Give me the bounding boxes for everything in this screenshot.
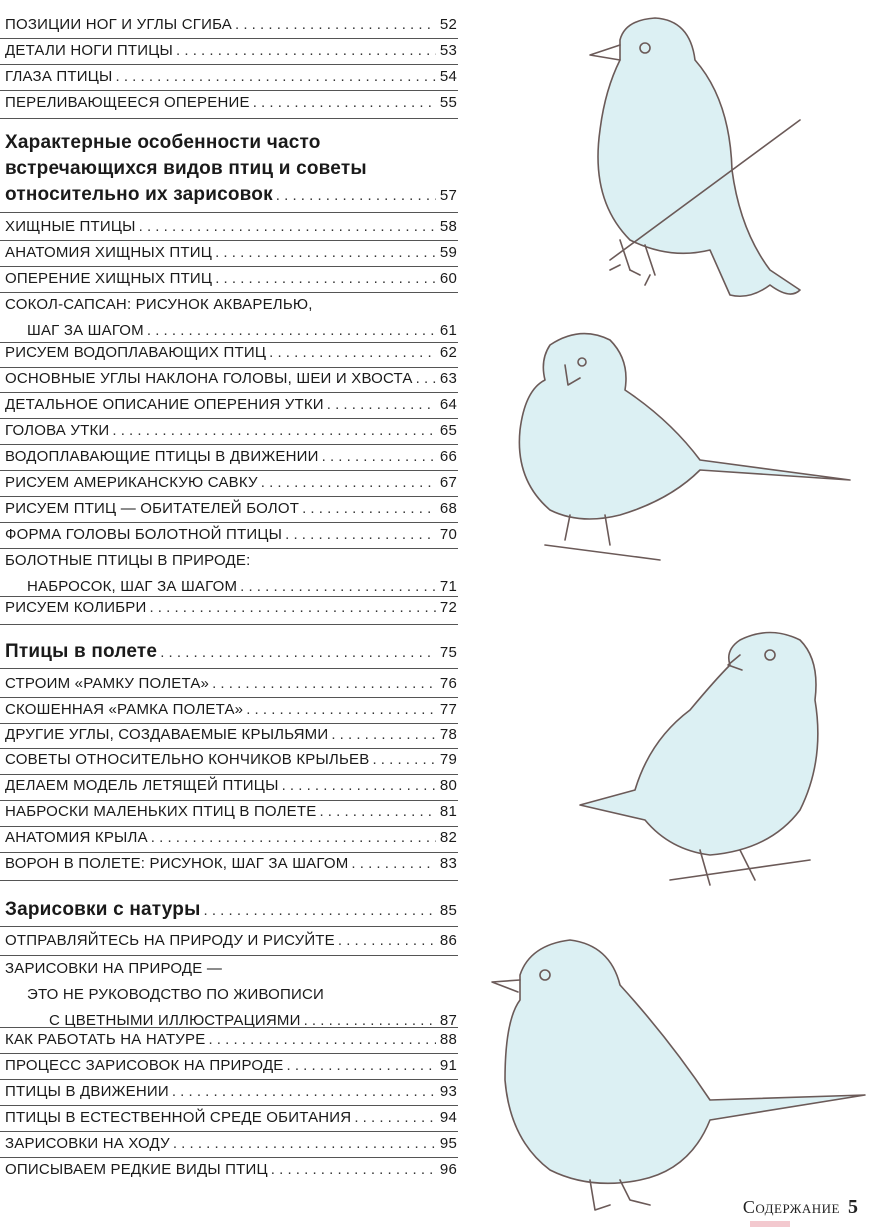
section-page: 57 [439, 187, 457, 204]
leader-dots [372, 747, 435, 773]
toc-entry[interactable] [5, 1105, 457, 1131]
leader-dots [354, 1105, 436, 1131]
toc-entry-page: 54 [439, 68, 457, 85]
toc-entry[interactable] [5, 418, 457, 444]
toc-entry-page: 63 [439, 370, 457, 387]
section-page: 75 [439, 644, 457, 661]
toc-entry-label: ДРУГИЕ УГЛЫ, СОЗДАВАЕМЫЕ КРЫЛЬЯМИ [5, 726, 329, 743]
toc-entry-label: РИСУЕМ ПТИЦ — ОБИТАТЕЛЕЙ БОЛОТ [5, 500, 300, 517]
leader-dots [261, 470, 436, 496]
bird-sketch-2 [519, 334, 850, 560]
toc-entry-label-continued: ЭТО НЕ РУКОВОДСТВО ПО ЖИВОПИСИ [27, 986, 324, 1003]
toc-entry-label: ДЕЛАЕМ МОДЕЛЬ ЛЕТЯЩЕЙ ПТИЦЫ [5, 777, 279, 794]
toc-entry[interactable] [5, 928, 457, 954]
leader-dots [215, 266, 436, 292]
section-title: Птицы в полете [5, 641, 158, 662]
toc-entry[interactable] [5, 548, 457, 600]
toc-entry[interactable] [5, 773, 457, 799]
toc-entry[interactable] [5, 1027, 457, 1053]
toc-entry[interactable] [5, 240, 457, 266]
divider [0, 926, 458, 927]
leader-dots [212, 671, 436, 697]
toc-entry[interactable] [5, 366, 457, 392]
leader-dots [176, 38, 436, 64]
leader-dots [282, 773, 436, 799]
toc-entry-label: АНАТОМИЯ КРЫЛА [5, 829, 148, 846]
divider [0, 212, 458, 213]
toc-entry[interactable] [5, 266, 457, 292]
leader-dots [319, 799, 435, 825]
leader-dots [235, 12, 436, 38]
toc-entry[interactable] [5, 38, 457, 64]
toc-entry[interactable] [5, 956, 457, 1034]
toc-entry-label: ДЕТАЛИ НОГИ ПТИЦЫ [5, 42, 174, 59]
toc-entry-label: ОПЕРЕНИЕ ХИЩНЫХ ПТИЦ [5, 270, 213, 287]
leader-dots [271, 1157, 436, 1183]
toc-entry[interactable] [5, 340, 457, 366]
leader-dots [338, 928, 436, 954]
leader-dots [160, 640, 436, 666]
toc-entry[interactable] [5, 90, 457, 116]
section-heading[interactable] [5, 897, 457, 923]
toc-entry[interactable] [5, 392, 457, 418]
leader-dots [139, 214, 436, 240]
footer-color-bar [750, 1221, 790, 1227]
toc-entry-label: ПРОЦЕСС ЗАРИСОВОК НА ПРИРОДЕ [5, 1057, 284, 1074]
toc-entry[interactable] [5, 64, 457, 90]
leader-dots [287, 1053, 436, 1079]
toc-entry-page: 78 [439, 726, 457, 743]
section-heading[interactable] [5, 639, 457, 665]
toc-entry-page: 52 [439, 16, 457, 33]
leader-dots [204, 898, 436, 924]
leader-dots [112, 418, 436, 444]
toc-entry[interactable] [5, 825, 457, 851]
leader-dots [269, 340, 436, 366]
toc-entry-label: СТРОИМ «РАМКУ ПОЛЕТА» [5, 675, 210, 692]
leader-dots [173, 1131, 436, 1157]
toc-entry[interactable] [5, 12, 457, 38]
toc-entry-page: 96 [439, 1161, 457, 1178]
bird-sketch-4 [492, 940, 865, 1210]
toc-entry-page: 77 [439, 701, 457, 718]
toc-entry-label: ДЕТАЛЬНОЕ ОПИСАНИЕ ОПЕРЕНИЯ УТКИ [5, 396, 324, 413]
section-title-line: встречающихся видов птиц и советы [5, 158, 367, 179]
divider [0, 118, 458, 119]
toc-entry-page: 60 [439, 270, 457, 287]
toc-entry-page: 79 [439, 751, 457, 768]
leader-dots [331, 722, 436, 748]
bird-sketch-3 [580, 633, 818, 886]
toc-entry-label-continued: С ЦВЕТНЫМИ ИЛЛЮСТРАЦИЯМИ [49, 1012, 301, 1029]
toc-entry-label: БОЛОТНЫЕ ПТИЦЫ В ПРИРОДЕ: [5, 552, 251, 569]
toc-entry-label: ЗАРИСОВКИ НА ПРИРОДЕ — [5, 960, 223, 977]
toc-entry-label: ВОРОН В ПОЛЕТЕ: РИСУНОК, ШАГ ЗА ШАГОМ [5, 855, 349, 872]
toc-entry-page: 64 [439, 396, 457, 413]
toc-entry-page: 53 [439, 42, 457, 59]
toc-entry-page: 80 [439, 777, 457, 794]
leader-dots [351, 851, 435, 877]
toc-entry-label: ПОЗИЦИИ НОГ И УГЛЫ СГИБА [5, 16, 233, 33]
toc-entry-label: ПЕРЕЛИВАЮЩЕЕСЯ ОПЕРЕНИЕ [5, 94, 250, 111]
leader-dots [253, 90, 436, 116]
toc-entry-label: ФОРМА ГОЛОВЫ БОЛОТНОЙ ПТИЦЫ [5, 526, 283, 543]
toc-entry-label: АНАТОМИЯ ХИЩНЫХ ПТИЦ [5, 244, 213, 261]
toc-entry[interactable] [5, 1053, 457, 1079]
toc-entry-label: ПТИЦЫ В ЕСТЕСТВЕННОЙ СРЕДЕ ОБИТАНИЯ [5, 1109, 352, 1126]
toc-entry-label: НАБРОСКИ МАЛЕНЬКИХ ПТИЦ В ПОЛЕТЕ [5, 803, 317, 820]
section-title-line: Характерные особенности часто [5, 132, 321, 153]
section-page: 85 [439, 902, 457, 919]
toc-entry-page: 72 [439, 599, 457, 616]
toc-entry[interactable] [5, 470, 457, 496]
toc-entry-label: СОКОЛ-САПСАН: РИСУНОК АКВАРЕЛЬЮ, [5, 296, 313, 313]
toc-entry[interactable] [5, 1079, 457, 1105]
toc-entry[interactable] [5, 595, 457, 621]
toc-entry-page: 62 [439, 344, 457, 361]
toc-entry-page: 83 [439, 855, 457, 872]
toc-entry-page: 76 [439, 675, 457, 692]
toc-entry-page: 70 [439, 526, 457, 543]
toc-entry-label: СОВЕТЫ ОТНОСИТЕЛЬНО КОНЧИКОВ КРЫЛЬЕВ [5, 751, 370, 768]
toc-entry-label: ПТИЦЫ В ДВИЖЕНИИ [5, 1083, 169, 1100]
toc-entry-page: 95 [439, 1135, 457, 1152]
leader-dots [327, 392, 436, 418]
leader-dots [322, 444, 436, 470]
leader-dots [285, 522, 436, 548]
divider [0, 668, 458, 669]
toc-entry-label: КАК РАБОТАТЬ НА НАТУРЕ [5, 1031, 206, 1048]
toc-entry-page: 58 [439, 218, 457, 235]
toc-entry-label: ХИЩНЫЕ ПТИЦЫ [5, 218, 136, 235]
toc-entry[interactable] [5, 1131, 457, 1157]
toc-entry[interactable] [5, 1157, 457, 1183]
leader-dots [276, 183, 436, 209]
leader-dots [302, 496, 436, 522]
toc-entry[interactable] [5, 851, 457, 877]
toc-entry-page: 88 [439, 1031, 457, 1048]
toc-entry-label-continued: ШАГ ЗА ШАГОМ [27, 322, 144, 339]
toc-entry[interactable] [5, 444, 457, 470]
toc-entry-label: СКОШЕННАЯ «РАМКА ПОЛЕТА» [5, 701, 244, 718]
leader-dots [149, 595, 435, 621]
toc-entry-page: 91 [439, 1057, 457, 1074]
divider [0, 624, 458, 625]
toc-entry-page: 71 [439, 578, 457, 595]
section-heading[interactable] [5, 130, 457, 208]
toc-entry-label: ОПИСЫВАЕМ РЕДКИЕ ВИДЫ ПТИЦ [5, 1161, 268, 1178]
leader-dots [215, 240, 436, 266]
toc-entry-page: 66 [439, 448, 457, 465]
leader-dots [416, 366, 436, 392]
toc-entry-page: 86 [439, 932, 457, 949]
page-footer [743, 1196, 858, 1219]
toc-entry-page: 67 [439, 474, 457, 491]
footer-section-name: Содержание [742, 1197, 840, 1217]
toc-entry-label: ЗАРИСОВКИ НА ХОДУ [5, 1135, 170, 1152]
toc-entry[interactable] [5, 214, 457, 240]
toc-entry-page: 61 [439, 322, 457, 339]
toc-entry[interactable] [5, 522, 457, 548]
toc-entry-page: 82 [439, 829, 457, 846]
toc-entry-page: 94 [439, 1109, 457, 1126]
page-number: 5 [848, 1196, 858, 1218]
toc-entry-page: 68 [439, 500, 457, 517]
bird-sketch-1 [590, 18, 800, 296]
toc-entry-page: 65 [439, 422, 457, 439]
divider [0, 880, 458, 881]
leader-dots [246, 697, 436, 723]
toc-entry-label: ГОЛОВА УТКИ [5, 422, 110, 439]
toc-entry-label: ОТПРАВЛЯЙТЕСЬ НА ПРИРОДУ И РИСУЙТЕ [5, 932, 335, 949]
toc-entry-label: РИСУЕМ ВОДОПЛАВАЮЩИХ ПТИЦ [5, 344, 267, 361]
leader-dots [151, 825, 436, 851]
toc-entry-page: 87 [439, 1012, 457, 1029]
toc-entry[interactable] [5, 747, 457, 773]
leader-dots [116, 64, 436, 90]
toc-entry-label-continued: НАБРОСОК, ШАГ ЗА ШАГОМ [27, 578, 238, 595]
toc-entry-page: 55 [439, 94, 457, 111]
toc-entry-label: ВОДОПЛАВАЮЩИЕ ПТИЦЫ В ДВИЖЕНИИ [5, 448, 319, 465]
toc-entry[interactable] [5, 292, 457, 344]
toc-entry[interactable] [5, 671, 457, 697]
bird-sketches-illustration [470, 0, 890, 1227]
toc-entry-label: ГЛАЗА ПТИЦЫ [5, 68, 113, 85]
toc-entry[interactable] [5, 799, 457, 825]
toc-entry-page: 59 [439, 244, 457, 261]
section-title: Зарисовки с натуры [5, 899, 201, 920]
toc-entry-page: 93 [439, 1083, 457, 1100]
toc-entry[interactable] [5, 496, 457, 522]
toc-entry-page: 81 [439, 803, 457, 820]
section-title-line: относительно их зарисовок [5, 184, 273, 205]
toc-entry-label: ОСНОВНЫЕ УГЛЫ НАКЛОНА ГОЛОВЫ, ШЕИ И ХВОСТА [5, 370, 413, 387]
toc-entry-label: РИСУЕМ КОЛИБРИ [5, 599, 147, 616]
toc-entry-label: РИСУЕМ АМЕРИКАНСКУЮ САВКУ [5, 474, 258, 491]
toc-entry[interactable] [5, 722, 457, 748]
leader-dots [172, 1079, 436, 1105]
leader-dots [208, 1027, 435, 1053]
toc-entry[interactable] [5, 697, 457, 723]
